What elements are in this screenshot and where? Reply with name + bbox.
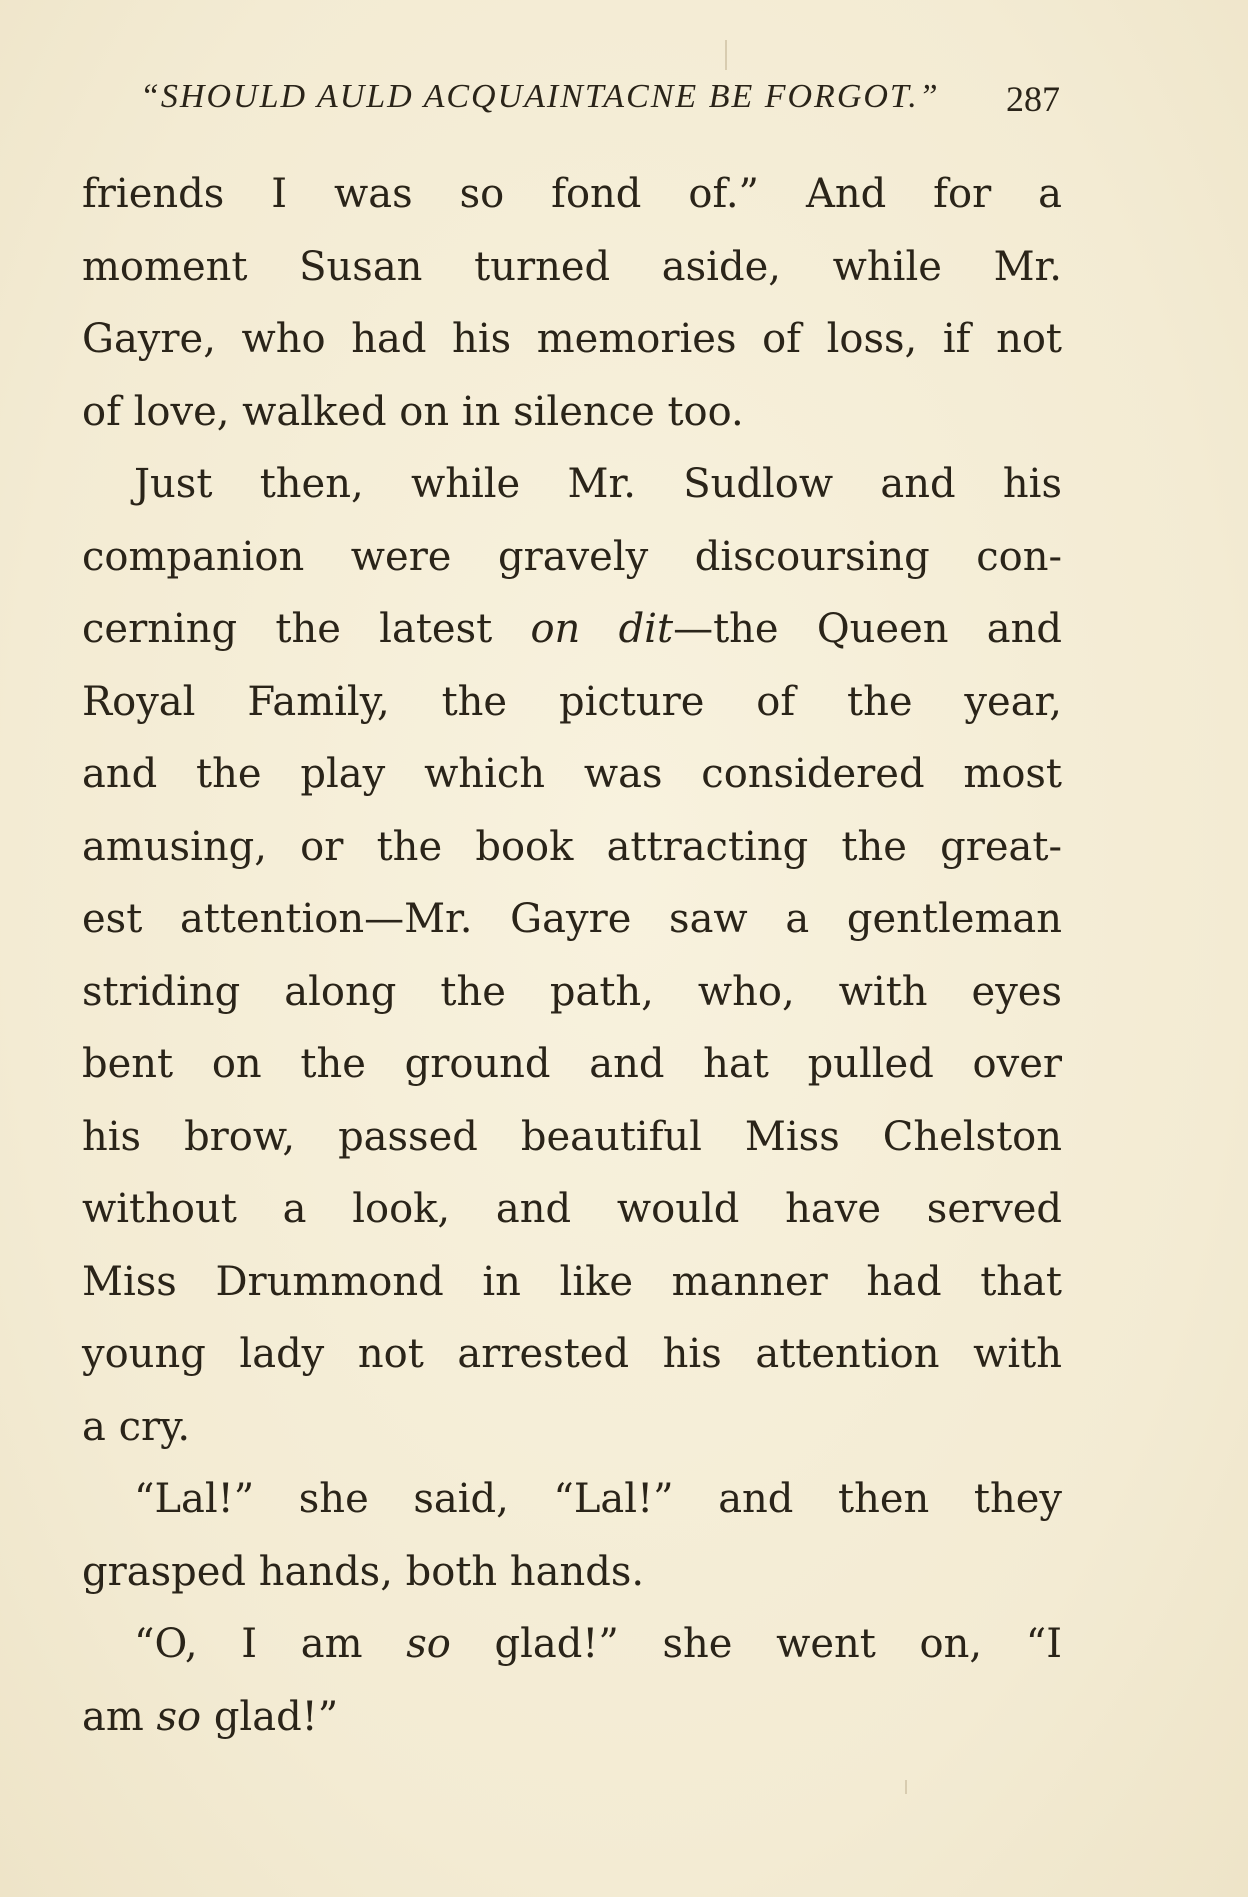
paper-crease bbox=[725, 40, 727, 70]
running-head: “SHOULD AULD ACQUAINTACNE BE FORGOT.” bbox=[140, 78, 940, 115]
text-line: a cry. bbox=[82, 1403, 191, 1450]
text-line: cerning the latest on dit—the Queen and bbox=[82, 606, 1063, 652]
text-line: of love, walked on in silence too. bbox=[82, 388, 744, 435]
text-line: young lady not arrested his attention with bbox=[82, 1331, 1062, 1377]
text-line: “O, I am so glad!” she went on, “I bbox=[134, 1621, 1062, 1667]
text-line: amusing, or the book attracting the great- bbox=[82, 823, 1062, 870]
text-line: and the play which was considered most bbox=[82, 751, 1062, 797]
text-line: his brow, passed beautiful Miss Chelston bbox=[82, 1113, 1062, 1160]
page-header bbox=[140, 78, 1060, 118]
paper-speck bbox=[905, 1780, 907, 1794]
text-line: friends I was so fond of.” And for a bbox=[82, 171, 1062, 217]
text-line: am so glad!” bbox=[82, 1693, 339, 1740]
text-line: companion were gravely discoursing con- bbox=[82, 533, 1062, 580]
text-line: Miss Drummond in like manner had that bbox=[82, 1258, 1062, 1305]
body-text bbox=[82, 158, 1062, 1753]
text-line: “Lal!” she said, “Lal!” and then they bbox=[134, 1476, 1062, 1522]
text-line: moment Susan turned aside, while Mr. bbox=[82, 243, 1062, 290]
text-line: est attention—Mr. Gayre saw a gentleman bbox=[82, 896, 1062, 942]
text-line: without a look, and would have served bbox=[82, 1186, 1062, 1232]
text-line: Royal Family, the picture of the year, bbox=[82, 678, 1062, 725]
page-number: 287 bbox=[1006, 79, 1060, 119]
text-line: bent on the ground and hat pulled over bbox=[82, 1041, 1062, 1087]
text-line: striding along the path, who, with eyes bbox=[82, 968, 1062, 1015]
text-line: Just then, while Mr. Sudlow and his bbox=[134, 461, 1062, 507]
text-line: grasped hands, both hands. bbox=[82, 1548, 645, 1595]
text-line: Gayre, who had his memories of loss, if not bbox=[82, 316, 1062, 362]
